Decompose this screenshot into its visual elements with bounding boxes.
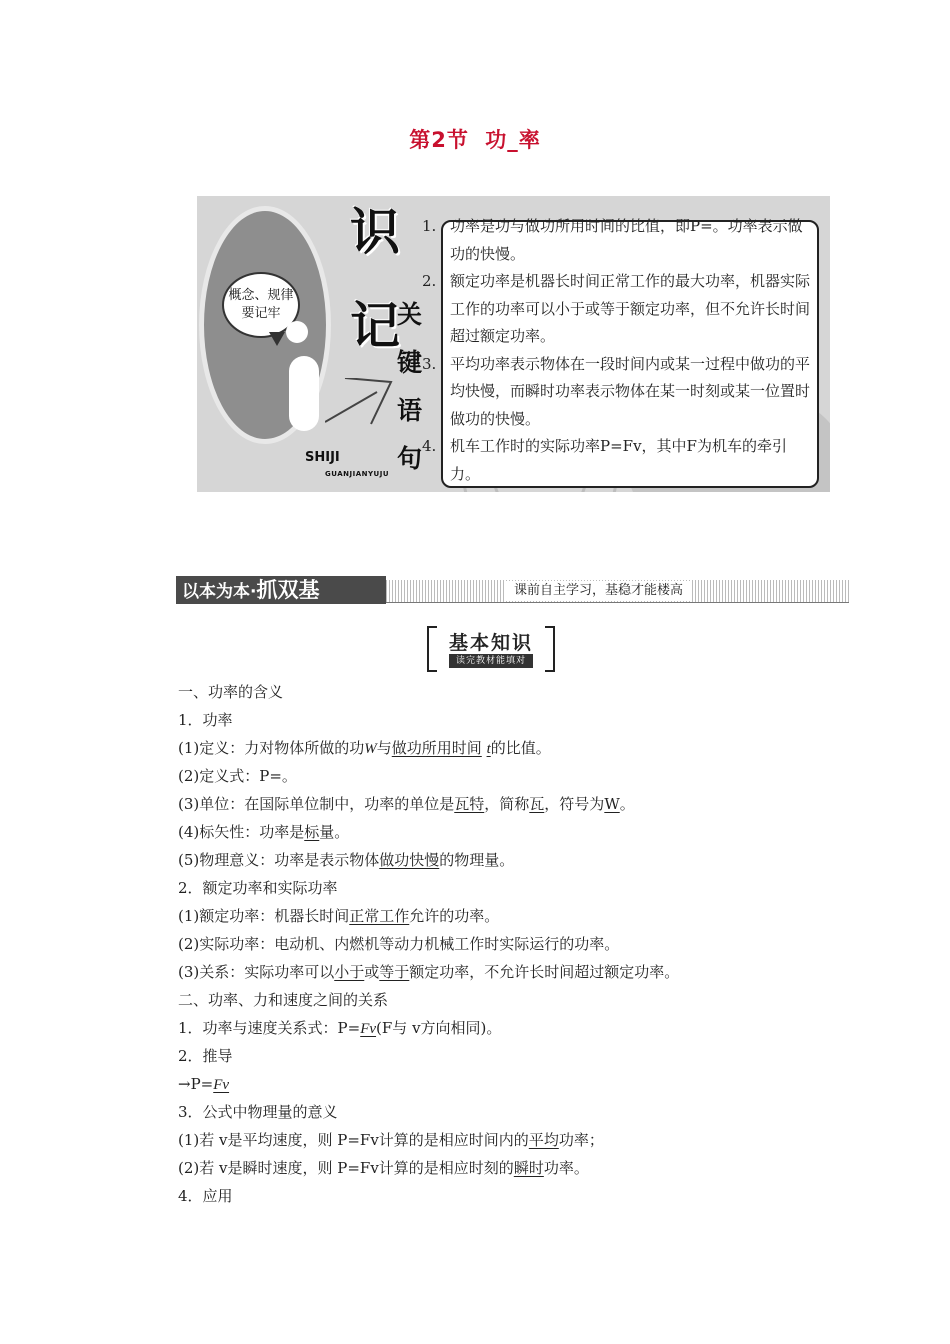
- paragraph: (4)标矢性：功率是标量。: [178, 823, 350, 841]
- section-banner: [176, 576, 849, 604]
- basic-knowledge-badge: 基本知识 读完教材能填对: [427, 626, 555, 670]
- heading: 二、功率、力和速度之间的关系: [178, 991, 389, 1009]
- paragraph: (2)若 v是瞬时速度，则 P=Fv计算的是相应时刻的瞬时功率。: [178, 1159, 589, 1177]
- big-char-ji: 记: [350, 297, 400, 355]
- section-title: 功_率: [485, 128, 541, 152]
- big-char-shi: 识: [350, 203, 400, 261]
- subheading: 2．额定功率和实际功率: [178, 879, 338, 897]
- arrow-icon: [325, 378, 395, 428]
- shiji-label: SHIJI: [305, 450, 340, 465]
- person-icon: [286, 321, 308, 343]
- subheading: 2．推导: [178, 1047, 233, 1065]
- paragraph: (2)实际功率：电动机、内燃机等动力机械工作时实际运行的功率。: [178, 935, 620, 953]
- subheading: 1．功率: [178, 711, 233, 729]
- page-title: [0, 124, 950, 154]
- banner-slogan-bar: [386, 580, 849, 603]
- paragraph: (5)物理意义：功率是表示物体做功快慢的物理量。: [178, 851, 515, 869]
- heading: 一、功率的含义: [178, 683, 284, 701]
- subheading: 3．公式中物理量的意义: [178, 1103, 338, 1121]
- paragraph: 1．功率与速度关系式：P=Fv(F与 v方向相同)。: [178, 1019, 502, 1037]
- paragraph: (3)单位：在国际单位制中，功率的单位是瓦特，简称瓦，符号为W。: [178, 795, 635, 813]
- list-item: 2. 额定功率是机器长时间正常工作的最大功率，机器实际工作的功率可以小于或等于额定功率，但不允许长时间超过额定功率。: [422, 272, 811, 345]
- speech-bubble: 概念、规律要记牢: [222, 272, 300, 338]
- paragraph: (2)定义式：P=。: [178, 767, 297, 785]
- paragraph: (3)关系：实际功率可以小于或等于额定功率，不允许长时间超过额定功率。: [178, 963, 680, 981]
- knowledge-content: [178, 678, 858, 1210]
- subheading: 4．应用: [178, 1187, 233, 1205]
- small-char-jian: 键: [397, 348, 423, 377]
- paragraph: (1)定义：力对物体所做的功W与做功所用时间 t的比值。: [178, 739, 551, 757]
- small-char-yu: 语: [397, 396, 423, 425]
- paragraph: (1)若 v是平均速度，则 P=Fv计算的是相应时间内的平均功率；: [178, 1131, 604, 1149]
- paragraph: →P=Fv: [178, 1075, 230, 1093]
- banner-title: 以本为本·抓双基: [176, 576, 386, 604]
- speech-bubble-tail: [269, 332, 285, 346]
- person-body-icon: [289, 356, 319, 431]
- small-char-ju: 句: [397, 444, 423, 473]
- list-item: 1. 功率是功与做功所用时间的比值，即P=。功率表示做功的快慢。: [422, 217, 803, 263]
- banner-slogan: 课前自主学习，基稳才能楼高: [506, 581, 691, 601]
- key-sentences-panel: [197, 196, 830, 492]
- list-item: 4. 机车工作时的实际功率P=Fv，其中F为机车的牵引力。: [422, 437, 787, 483]
- key-sentences-list: [416, 213, 816, 488]
- paragraph: (1)额定功率：机器长时间正常工作允许的功率。: [178, 907, 500, 925]
- list-item: 3. 平均功率表示物体在一段时间内或某一过程中做功的平均快慢，而瞬时功率表示物体在某一时刻或某一位置时做功的快慢。: [422, 354, 811, 428]
- section-number: 第2节: [409, 128, 469, 152]
- shiji-sublabel: GUANJIANYUJU: [325, 470, 390, 478]
- small-char-guan: 关: [397, 300, 423, 329]
